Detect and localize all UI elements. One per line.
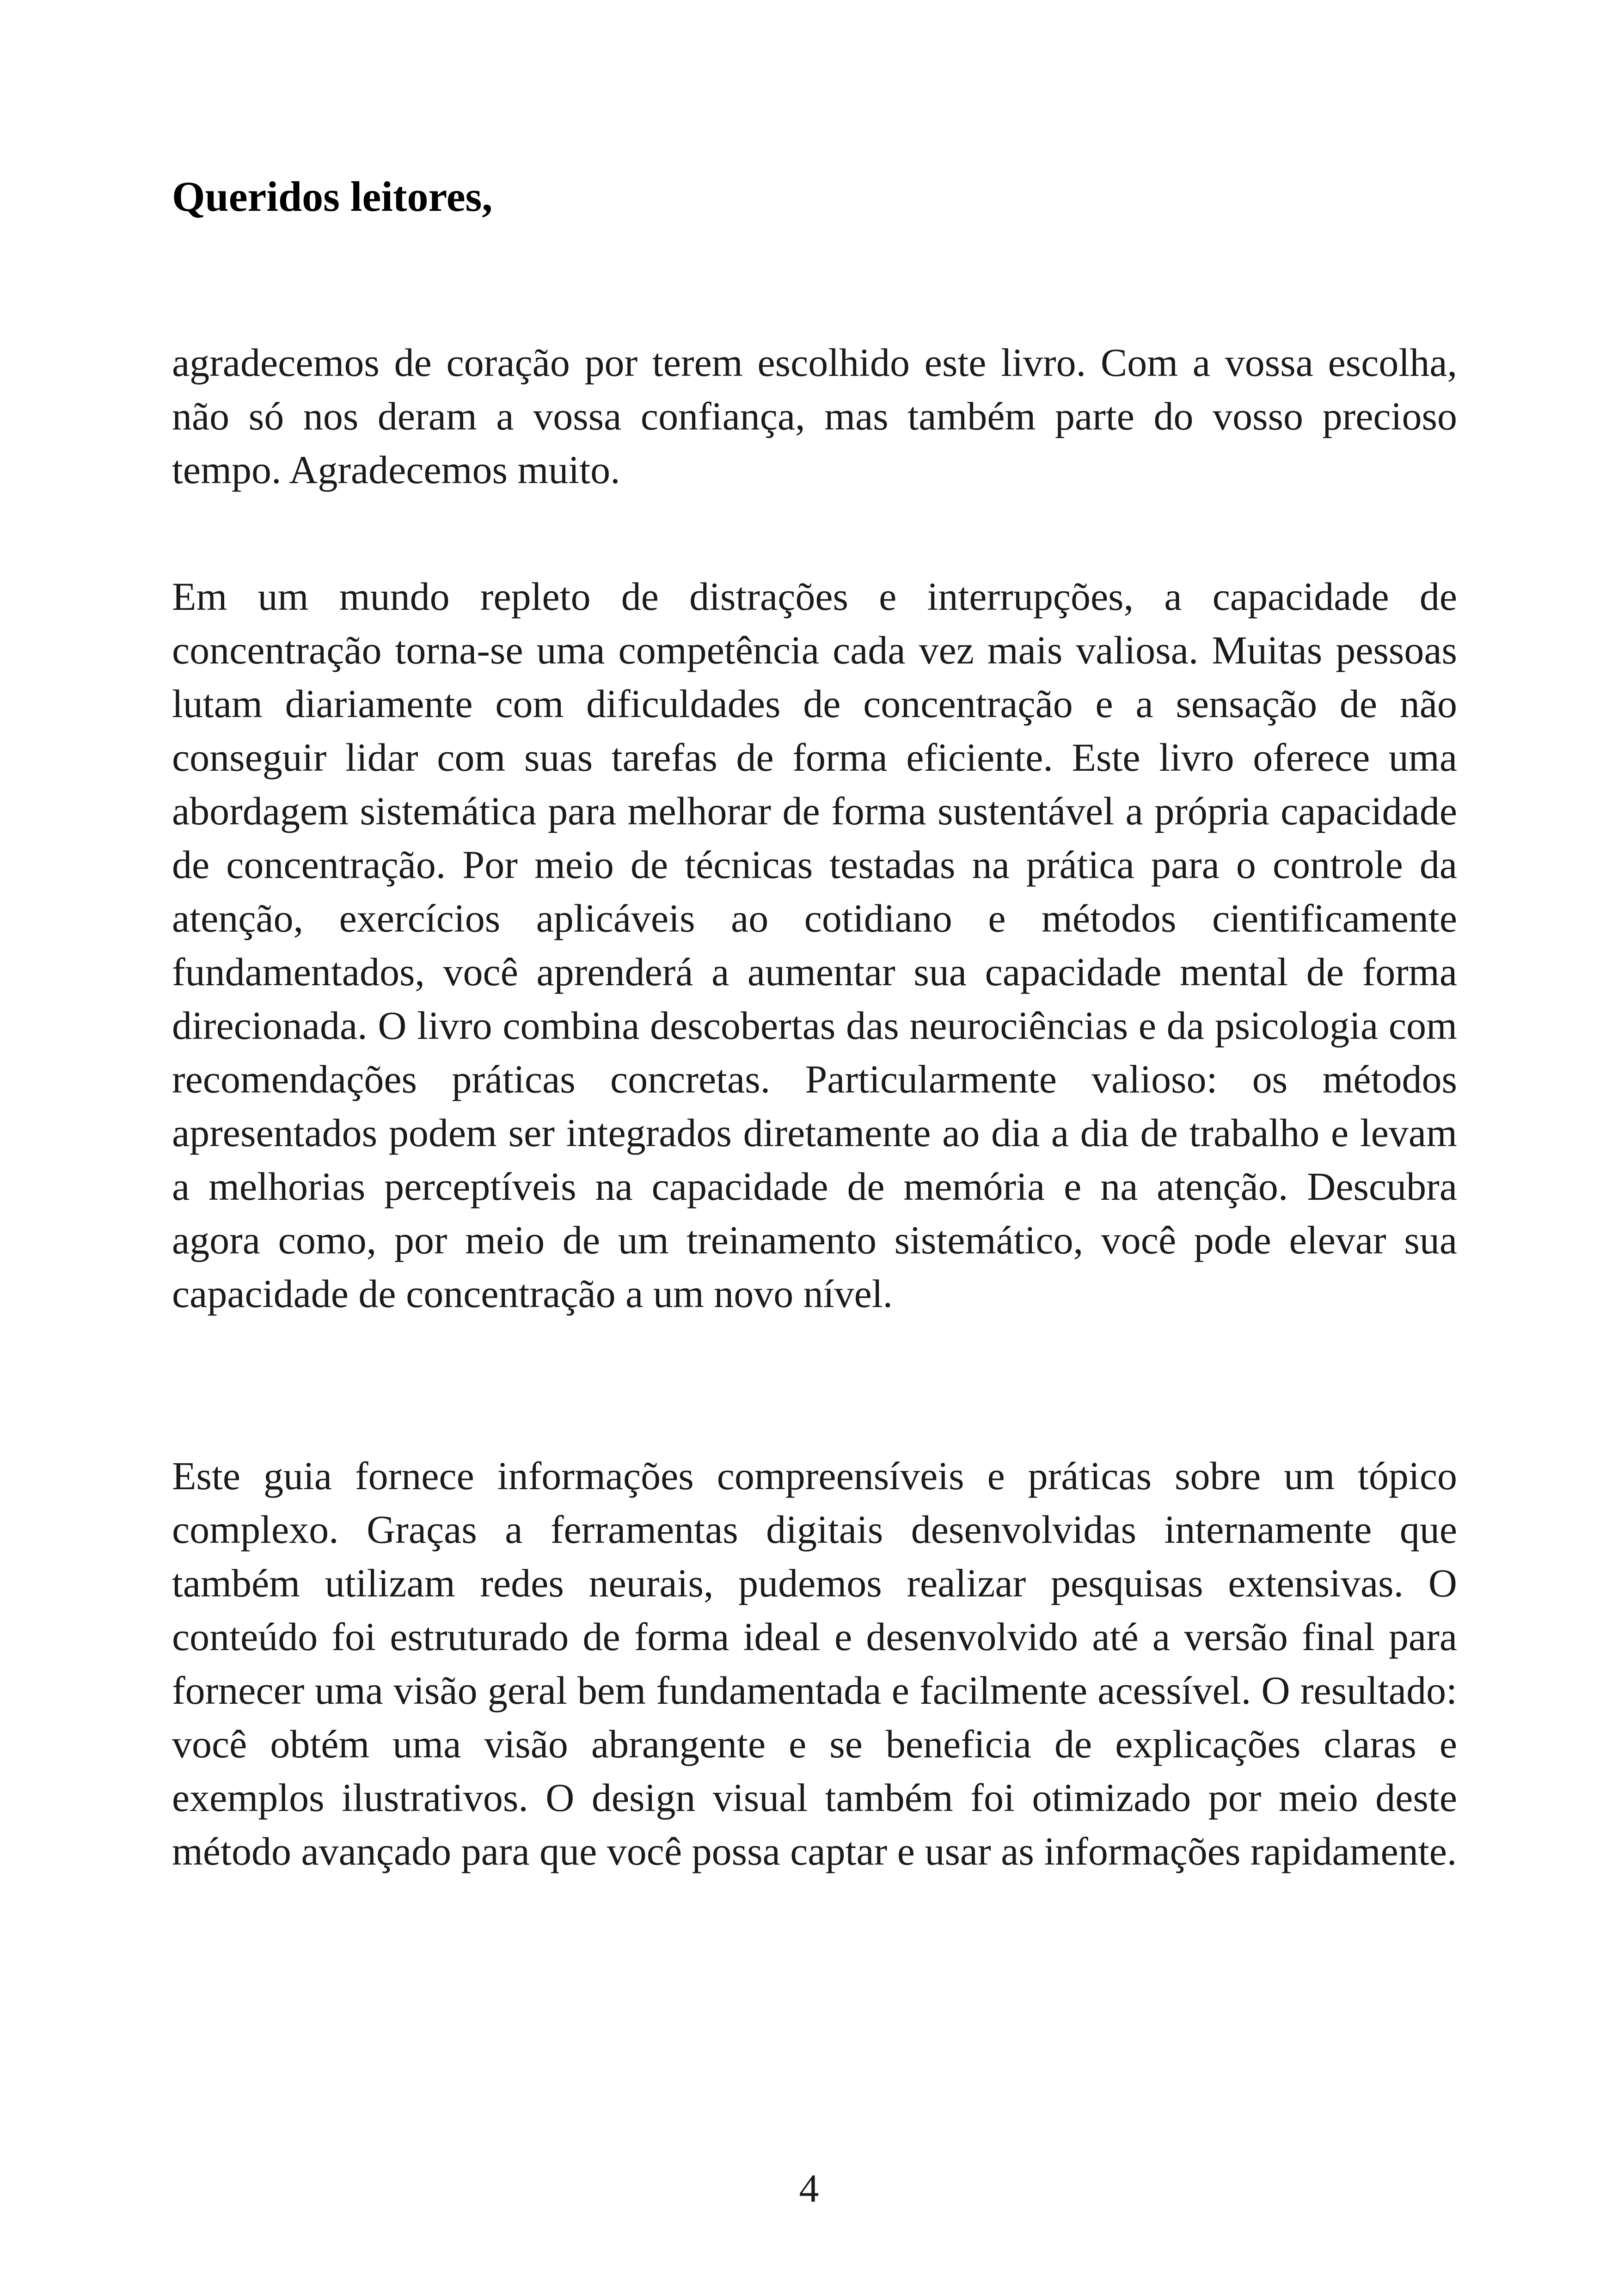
salutation-heading: Queridos leitores, [172,173,493,220]
paragraph-concentration: Em um mundo repleto de distrações e interrupções, a capacidade de concentração torna-se uma competência cada vez mais valiosa. Muitas pessoas lutam diariamente com dificuldades de concentração e a sensação de não conseguir lidar com suas tarefas de forma eficiente. Este livro oferece uma abordagem sistemática para melhorar de forma sustentável a própria capacidade de concentração. Por meio de técnicas testadas na prática para o controle da atenção, exercícios aplicáveis ao cotidiano e métodos cientificamente fundamentados, você aprenderá a aumentar sua capacidade mental de forma direcionada. O livro combina descobertas das neurociências e da psicologia com recomendações práticas concretas. Particularmente valioso: os métodos apresentados podem ser integrados diretamente ao dia a dia de trabalho e levam a melhorias perceptíveis na capacidade de memória e na atenção. Descubra agora como, por meio de um treinamento sistemático, você pode elevar sua capacidade de concentração a um novo nível. [172,574,1457,1316]
paragraph-thanks: agradecemos de coração por terem escolhido este livro. Com a vossa escolha, não só nos deram a vossa confiança, mas também parte do vosso precioso tempo. Agradecemos muito. [172,340,1457,492]
paragraph-guide: Este guia fornece informações compreensíveis e práticas sobre um tópico complexo. Graças a ferramentas digitais desenvolvidas internamente que também utilizam redes neurais, pudemos realizar pesquisas extensivas. O conteúdo foi estruturado de forma ideal e desenvolvido até a versão final para fornecer uma visão geral bem fundamentada e facilmente acessível. O resultado: você obtém uma visão abrangente e se beneficia de explicações claras e exemplos ilustrativos. O design visual também foi otimizado por meio deste método avançado para que você possa captar e usar as informações rapidamente. [172,1454,1457,1873]
page-number: 4 [799,2166,819,2210]
